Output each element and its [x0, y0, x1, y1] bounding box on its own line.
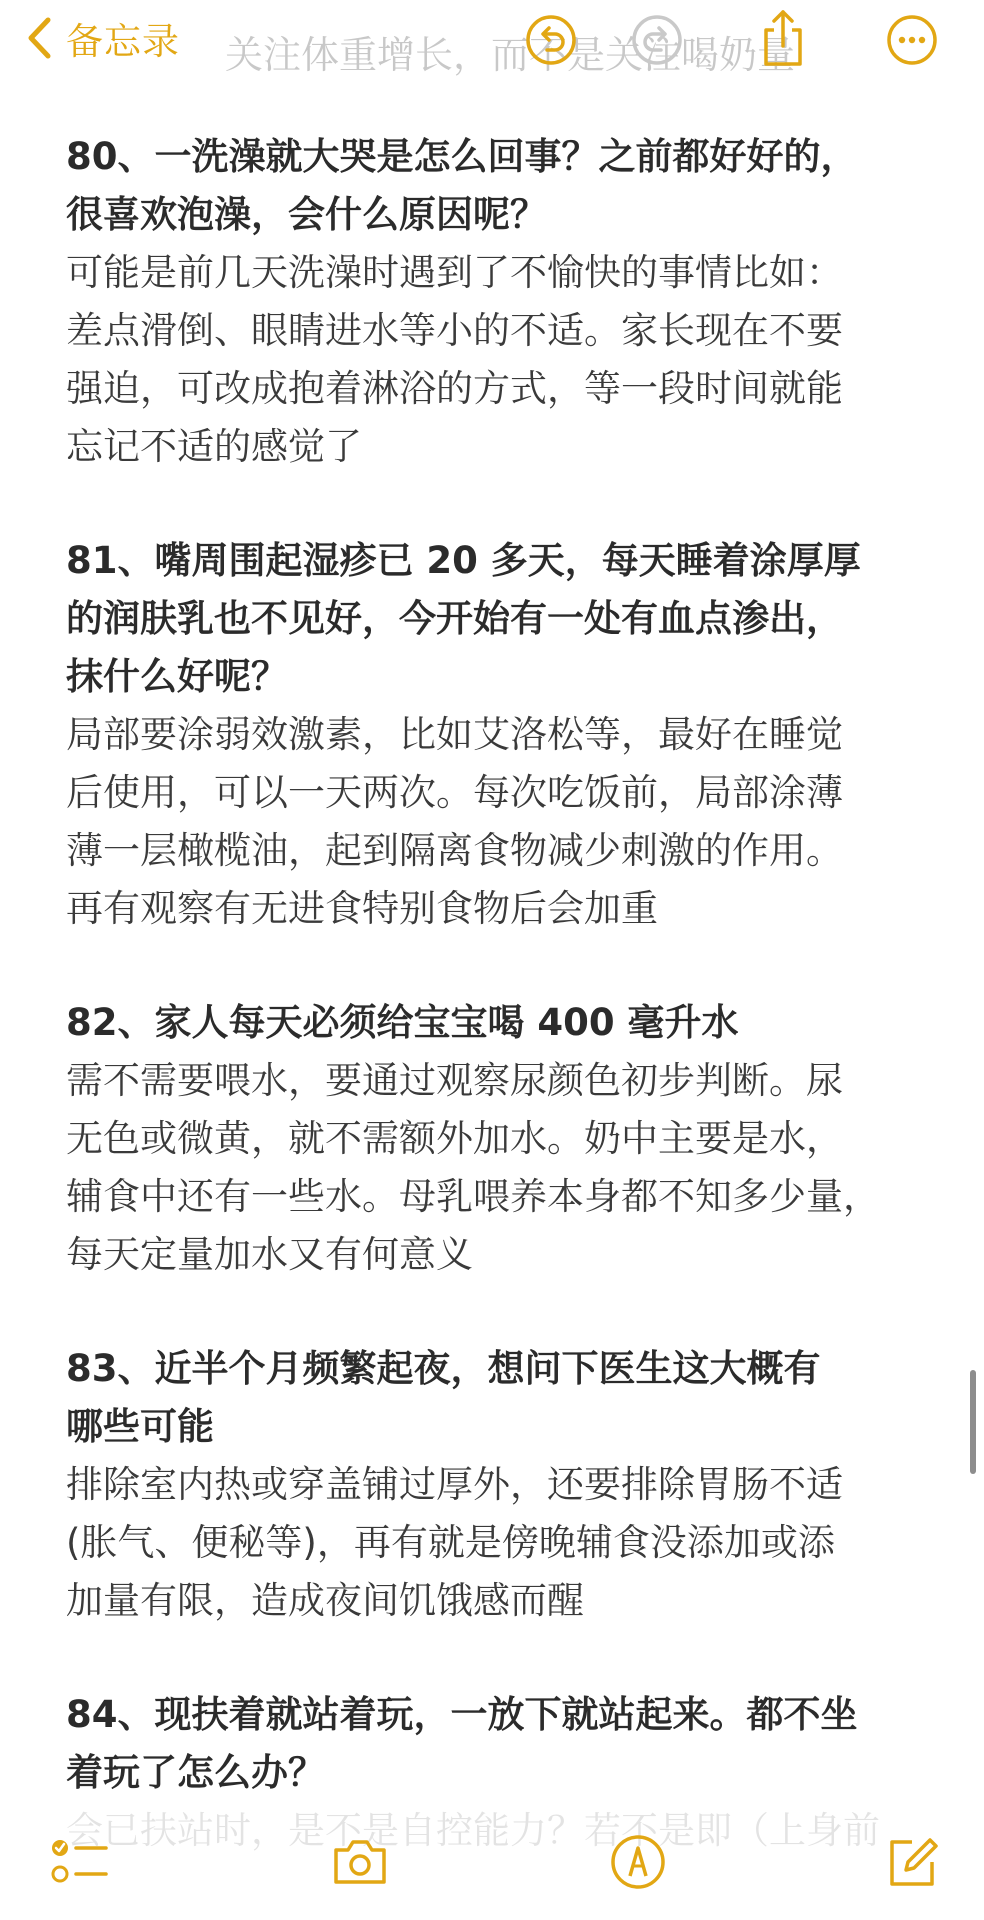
question-line: 哪些可能	[66, 1405, 214, 1448]
answer-line: 忘记不适的感觉了	[66, 425, 362, 468]
more-icon	[886, 14, 938, 66]
markup-button[interactable]	[608, 1832, 668, 1892]
answer-line: 无色或微黄，就不需额外加水。奶中主要是水，	[66, 1117, 843, 1160]
redo-button[interactable]	[631, 14, 683, 66]
scrolled-text-under-header: 关注体重增长，而不是关注喝奶量	[225, 33, 796, 77]
answer-line: (胀气、便秘等)，再有就是傍晚辅食没添加或添	[66, 1521, 835, 1564]
question-line: 81、嘴周围起湿疹已 20 多天，每天睡着涂厚厚	[66, 539, 861, 582]
question-line: 83、近半个月频繁起夜，想问下医生这大概有	[66, 1347, 821, 1390]
answer-line: 局部要涂弱效激素，比如艾洛松等，最好在睡觉	[66, 713, 843, 756]
answer-line: 每天定量加水又有何意义	[66, 1233, 473, 1276]
back-button-label: 备忘录	[66, 20, 180, 63]
question-line: 抹什么好呢？	[66, 655, 288, 698]
back-button[interactable]	[26, 12, 180, 64]
undo-button[interactable]	[525, 14, 577, 66]
answer-line: 可能是前几天洗澡时遇到了不愉快的事情比如：	[66, 251, 843, 294]
redo-icon	[631, 14, 683, 66]
answer-line: 后使用，可以一天两次。每次吃饭前，局部涂薄	[66, 771, 843, 814]
undo-icon	[525, 14, 577, 66]
question-line: 很喜欢泡澡，会什么原因呢？	[66, 193, 547, 236]
question-line: 的润肤乳也不见好，今开始有一处有血点渗出，	[66, 597, 843, 640]
share-icon	[757, 8, 809, 68]
top-navigation-bar	[0, 0, 984, 80]
checklist-button[interactable]	[50, 1832, 110, 1892]
answer-line: 加量有限，造成夜间饥饿感而醒	[66, 1579, 584, 1622]
qa-item-83	[66, 1340, 926, 1630]
camera-icon	[330, 1832, 390, 1892]
bottom-toolbar	[0, 1800, 984, 1920]
chevron-left-icon	[26, 16, 52, 60]
qa-item-82	[66, 994, 926, 1284]
question-line: 82、家人每天必须给宝宝喝 400 毫升水	[66, 1001, 739, 1044]
vertical-scrollbar[interactable]	[970, 1370, 976, 1474]
more-button[interactable]	[886, 14, 938, 66]
question-line: 80、一洗澡就大哭是怎么回事？之前都好好的，	[66, 135, 858, 178]
question-line: 84、现扶着就站着玩，一放下就站起来。都不坐	[66, 1693, 858, 1736]
qa-item-80	[66, 128, 926, 476]
qa-item-81	[66, 532, 926, 938]
checklist-icon	[50, 1832, 110, 1892]
answer-line: 辅食中还有一些水。母乳喂养本身都不知多少量，	[66, 1175, 880, 1218]
camera-button[interactable]	[330, 1832, 390, 1892]
answer-line: 差点滑倒、眼睛进水等小的不适。家长现在不要	[66, 309, 843, 352]
answer-line: 薄一层橄榄油，起到隔离食物减少刺激的作用。	[66, 829, 843, 872]
answer-line: 排除室内热或穿盖铺过厚外，还要排除胃肠不适	[66, 1463, 843, 1506]
compose-button[interactable]	[882, 1832, 942, 1892]
answer-line: 强迫，可改成抱着淋浴的方式，等一段时间就能	[66, 367, 843, 410]
question-line: 着玩了怎么办？	[66, 1751, 325, 1794]
answer-line: 再有观察有无进食特别食物后会加重	[66, 887, 658, 930]
share-button[interactable]	[757, 8, 809, 68]
markup-pen-icon	[608, 1832, 668, 1892]
compose-icon	[882, 1832, 942, 1892]
answer-line: 需不需要喂水，要通过观察尿颜色初步判断。尿	[66, 1059, 843, 1102]
note-body[interactable]	[66, 128, 926, 1916]
